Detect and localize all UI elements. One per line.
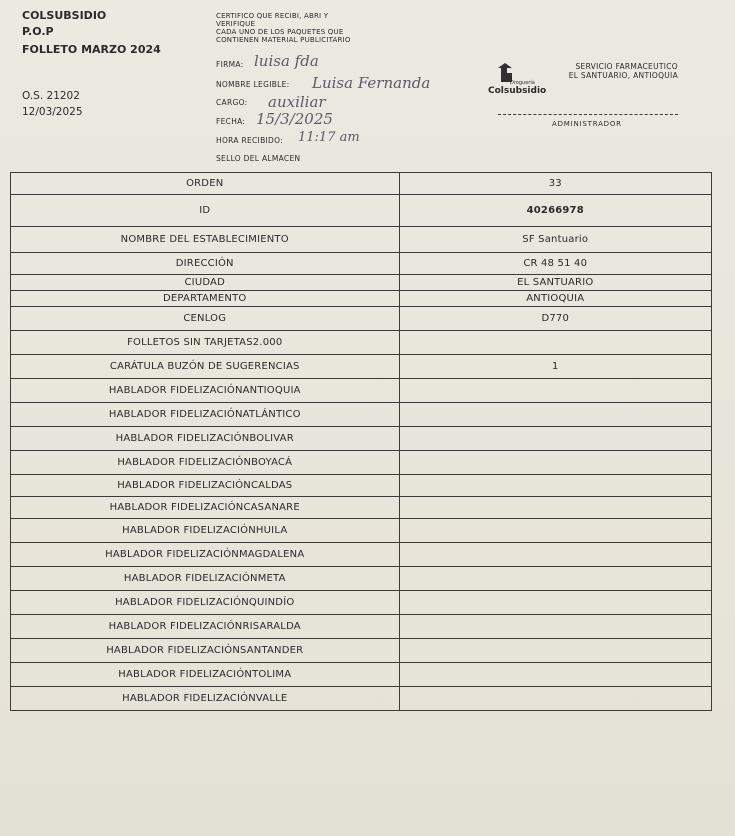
service-line: SERVICIO FARMACEUTICO — [575, 62, 678, 71]
order-info — [22, 88, 83, 120]
table-row — [11, 173, 712, 195]
table-row — [11, 403, 712, 427]
table-row — [11, 591, 712, 615]
row-value — [399, 475, 712, 497]
row-value: D770 — [399, 307, 712, 331]
row-label: HABLADOR FIDELIZACIÓNVALLE — [11, 687, 400, 711]
table-row — [11, 331, 712, 355]
row-value — [399, 331, 712, 355]
table-row — [11, 253, 712, 275]
row-value — [399, 639, 712, 663]
nombre-label: NOMBRE LEGIBLE: — [216, 80, 290, 89]
stamp-small-text: Droguería — [510, 80, 535, 86]
row-value: 33 — [399, 173, 712, 195]
table-row — [11, 475, 712, 497]
row-value — [399, 615, 712, 639]
stamp-brand: Colsubsidio — [488, 86, 547, 96]
folleto-title: FOLLETO MARZO 2024 — [22, 43, 161, 56]
row-label: HABLADOR FIDELIZACIÓNBOLIVAR — [11, 427, 400, 451]
row-label: HABLADOR FIDELIZACIÓNQUINDÍO — [11, 591, 400, 615]
cert-line: CERTIFICO QUE RECIBI, ABRI Y — [216, 12, 329, 20]
row-label: HABLADOR FIDELIZACIÓNSANTANDER — [11, 639, 400, 663]
fecha-value: 15/3/2025 — [256, 110, 333, 128]
table-row — [11, 291, 712, 307]
table-row — [11, 195, 712, 227]
row-label: FOLLETOS SIN TARJETAS2.000 — [11, 331, 400, 355]
table-row — [11, 687, 712, 711]
row-value: SF Santuario — [399, 227, 712, 253]
table-row — [11, 227, 712, 253]
row-label: HABLADOR FIDELIZACIÓNATLÁNTICO — [11, 403, 400, 427]
table-row — [11, 615, 712, 639]
company-name: COLSUBSIDIO — [22, 9, 107, 22]
table-row — [11, 497, 712, 519]
row-value: EL SANTUARIO — [399, 275, 712, 291]
row-label: HABLADOR FIDELIZACIÓNCASANARE — [11, 497, 400, 519]
table-row — [11, 519, 712, 543]
table-row — [11, 427, 712, 451]
row-label: HABLADOR FIDELIZACIÓNBOYACÁ — [11, 451, 400, 475]
firma-label: FIRMA: — [216, 60, 244, 69]
nombre-value: Luisa Fernanda — [312, 74, 431, 92]
row-label: HABLADOR FIDELIZACIÓNTOLIMA — [11, 663, 400, 687]
row-value: 1 — [399, 355, 712, 379]
table-row — [11, 307, 712, 331]
table-row — [11, 355, 712, 379]
cargo-label: CARGO: — [216, 98, 248, 107]
firma-signature: luisa fda — [254, 52, 319, 70]
pop-label: P.O.P — [22, 25, 54, 38]
row-label: DEPARTAMENTO — [11, 291, 400, 307]
table-row — [11, 379, 712, 403]
table-row — [11, 567, 712, 591]
row-value — [399, 497, 712, 519]
table-row — [11, 451, 712, 475]
row-label: HABLADOR FIDELIZACIÓNHUILA — [11, 519, 400, 543]
sello-label: SELLO DEL ALMACEN — [216, 154, 301, 163]
row-value — [399, 663, 712, 687]
fecha-label: FECHA: — [216, 117, 246, 126]
row-label: HABLADOR FIDELIZACIÓNRISARALDA — [11, 615, 400, 639]
row-value — [399, 519, 712, 543]
header-left — [22, 8, 161, 58]
certificate-text — [216, 12, 351, 44]
signature-line — [498, 114, 678, 115]
row-value: ANTIOQUIA — [399, 291, 712, 307]
table-row — [11, 639, 712, 663]
hora-label: HORA RECIBIDO: — [216, 136, 283, 145]
row-label: DIRECCIÓN — [11, 253, 400, 275]
cert-line: CADA UNO DE LOS PAQUETES QUE — [216, 28, 344, 36]
row-label: CENLOG — [11, 307, 400, 331]
row-label: HABLADOR FIDELIZACIÓNMETA — [11, 567, 400, 591]
row-label: CARÁTULA BUZÓN DE SUGERENCIAS — [11, 355, 400, 379]
row-label: HABLADOR FIDELIZACIÓNCALDAS — [11, 475, 400, 497]
stamp-service — [548, 62, 678, 80]
row-value — [399, 567, 712, 591]
table-body — [11, 173, 712, 711]
row-value — [399, 379, 712, 403]
row-label: CIUDAD — [11, 275, 400, 291]
admin-label: ADMINISTRADOR — [552, 120, 622, 128]
row-value — [399, 591, 712, 615]
row-label: HABLADOR FIDELIZACIÓNMAGDALENA — [11, 543, 400, 567]
order-date: 12/03/2025 — [22, 106, 83, 118]
table-row — [11, 663, 712, 687]
hora-value: 11:17 am — [298, 130, 360, 145]
row-value — [399, 427, 712, 451]
row-value — [399, 687, 712, 711]
cargo-value: auxiliar — [268, 93, 326, 111]
table-row — [11, 275, 712, 291]
row-label: HABLADOR FIDELIZACIÓNANTIOQUIA — [11, 379, 400, 403]
row-label: ID — [11, 195, 400, 227]
row-label: NOMBRE DEL ESTABLECIMIENTO — [11, 227, 400, 253]
delivery-table — [10, 172, 712, 711]
table-row — [11, 543, 712, 567]
cert-line: VERIFIQUE — [216, 20, 256, 28]
row-value — [399, 543, 712, 567]
row-label: ORDEN — [11, 173, 400, 195]
row-value — [399, 451, 712, 475]
cert-line: CONTIENEN MATERIAL PUBLICITARIO — [216, 36, 351, 44]
service-line: EL SANTUARIO, ANTIOQUIA — [568, 71, 678, 80]
row-value: CR 48 51 40 — [399, 253, 712, 275]
row-value: 40266978 — [399, 195, 712, 227]
row-value — [399, 403, 712, 427]
os-number: O.S. 21202 — [22, 90, 80, 102]
